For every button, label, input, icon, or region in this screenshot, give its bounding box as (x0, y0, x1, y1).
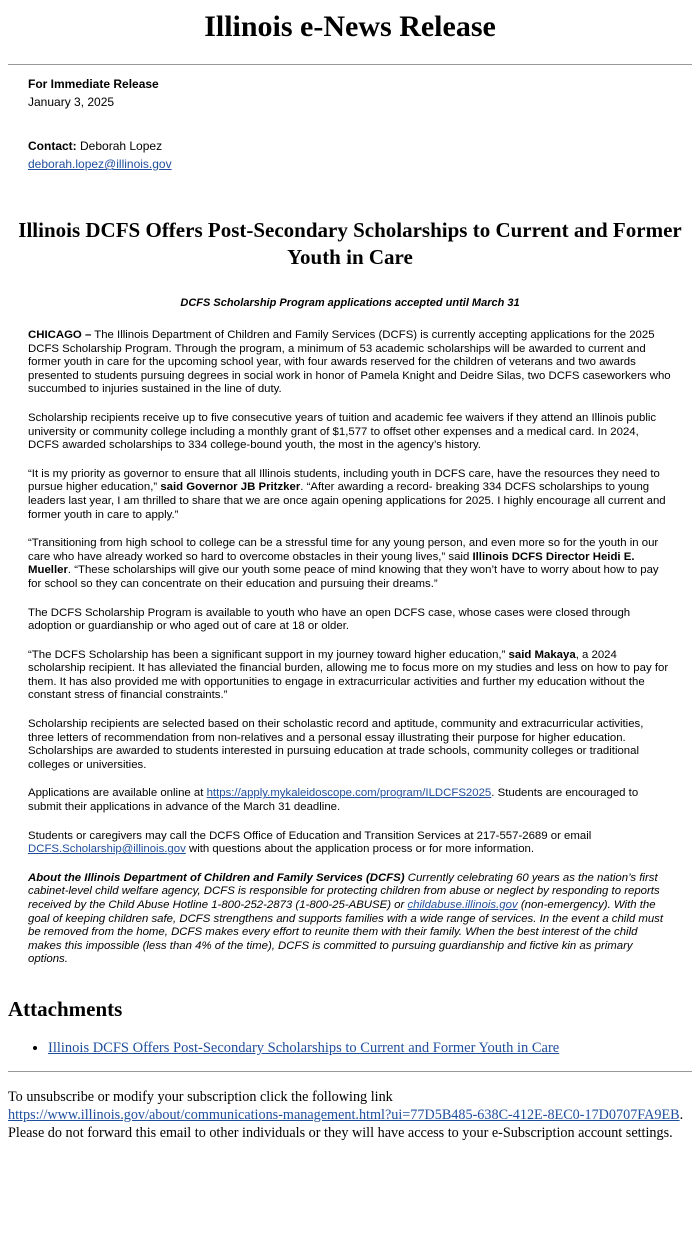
application-link[interactable]: https://apply.mykaleidoscope.com/program/ILDCFS2025 (206, 787, 492, 800)
paragraph-recipient-quote (28, 649, 672, 703)
release-meta (0, 65, 700, 173)
paragraph-intro-text: The Illinois Department of Children and Family Services (DCFS) is currently accepting applications for the 2025 DCFS Scholarship Program. Through the program, a minimum of 53 academic scholarships will be awarded to current and former youth in care for the upcoming school year, with four awards reserved for the children of veterans and two awards presented to students pursuing degrees in social work in honor of Pamela Knight and Deidre Silas, two DCFS caseworkers who succumbed to injuries sustained in the line of duty. (28, 329, 671, 396)
about-text: Currently celebrating 60 years as the nation’s first cabinet-level child welfare agency, DCFS is responsible for protecting children from abuse or neglect by responding to reports received by the Child Abuse Hotline 1-800-252-2873 (1-800-25-ABUSE) or (28, 871, 660, 911)
paragraph-about (28, 872, 672, 967)
paragraph-benefits: Scholarship recipients receive up to five consecutive years of tuition and academic fee waivers if they attend an Illinois public university or community college including a monthly grant of $1,577 to offset other expenses and a medical card. In 2024, DCFS awarded scholarships to 334 college-bound youth, the most in the agency’s history. (28, 411, 657, 452)
paragraph-governor-quote (28, 468, 672, 522)
childabuse-link[interactable]: childabuse.illinois.gov (407, 899, 518, 911)
quote-attribution: said Governor JB Pritzker (157, 481, 301, 494)
article-body (0, 329, 700, 967)
attachments-heading: Attachments (8, 996, 123, 1021)
contact-email-link[interactable]: deborah.lopez@illinois.gov (28, 157, 172, 171)
contact-text: with questions about the application process or for more information. (185, 843, 535, 856)
contact-name: Deborah Lopez (76, 139, 163, 153)
dateline: CHICAGO – (28, 329, 92, 341)
release-date: January 3, 2025 (28, 95, 115, 109)
paragraph-eligibility: The DCFS Scholarship Program is available to youth who have an open DCFS case, whose cases were closed through adoption or guardianship or who aged out of care at 18 or older. (28, 606, 631, 633)
paragraph-director-quote (28, 537, 672, 591)
quote-attribution: Illinois DCFS Director Heidi E. Mueller (28, 550, 635, 577)
quote-text: “It is my priority as governor to ensure that all Illinois students, including youth in DCFS care, have the resources they need to pursue higher education,” (28, 467, 660, 494)
quote-text: “Transitioning from high school to college can be a stressful time for any young person, and even more so for the youth in our care who have already worked so hard to overcome obstacles in their young lives,” said (28, 537, 659, 563)
contact-label: Contact: (28, 139, 77, 153)
footer (0, 1072, 700, 1142)
attachment-item (48, 1040, 700, 1057)
quote-attribution: said Makaya (505, 648, 576, 661)
unsubscribe-link[interactable]: https://www.illinois.gov/about/communications-management.html?ui=77D5B485-638C-412E-8EC0-17D0707FA9EB (8, 1106, 680, 1123)
quote-text: . “After awarding a record- breaking 334 DCFS scholarships to young leaders last year, I am thrilled to share that we are once again opening applications for 2025. I highly encourage all current and former youth in care to apply.” (28, 481, 666, 521)
contact-text: Students or caregivers may call the DCFS Office of Education and Transition Services at 217-557-2689 or email (28, 829, 592, 842)
contact-line (28, 137, 700, 155)
applications-text: . Students are encouraged to submit their applications in advance of the March 31 deadline. (28, 787, 639, 814)
quote-text: , a 2024 scholarship recipient. It has alleviated the financial burden, allowing me to focus more on my studies and less on how to pay for them. It has also provided me with opportunities to engage in extracurricular activities and further my education without the constant stress of financial constraints.” (28, 648, 669, 702)
paragraph-applications (28, 787, 672, 814)
masthead-title: Illinois e-News Release (204, 10, 496, 43)
quote-text: “The DCFS Scholarship has been a significant support in my journey toward higher education,” (28, 648, 506, 661)
about-title: About the Illinois Department of Children and Family Services (DCFS) (28, 871, 405, 884)
paragraph-contact (28, 830, 672, 857)
paragraph-intro (28, 329, 672, 397)
release-label: For Immediate Release (28, 77, 159, 91)
attachments-list (0, 1040, 700, 1057)
subhead: DCFS Scholarship Program applications accepted until March 31 (180, 297, 520, 309)
paragraph-selection: Scholarship recipients are selected based on their scholastic record and aptitude, community and extracurricular activities, three letters of recommendation from non-relatives and a personal essay illustrating their purpose for higher education. Scholarships are awarded to students interested in pursuing education at trade schools, community colleges or traditional colleges or universities. (28, 718, 644, 771)
meta-spacer (28, 111, 700, 137)
about-text: (non-emergency). With the goal of keeping children safe, DCFS strengthens and supports families with a wide range of services. In the event a child must be removed from the home, DCFS makes every effort to reunite them with their family. When the best interest of the child makes this impossible (less than 4% of the time), DCFS is committed to pursuing guardianship and fictive kin as primary options. (28, 899, 664, 966)
scholarship-email-link[interactable]: DCFS.Scholarship@illinois.gov (28, 843, 186, 856)
footer-text: . Please do not forward this email to other individuals or they will have access to your e-Subscription account settings. (8, 1106, 684, 1141)
headline: Illinois DCFS Offers Post-Secondary Scholarships to Current and Former Youth in Care (18, 218, 682, 269)
quote-text: . “These scholarships will give our youth some peace of mind knowing that they won’t have to worry about how to pay for school so they can concentrate on their education and pursuing their dreams.” (28, 564, 659, 590)
footer-text: To unsubscribe or modify your subscription click the following link (8, 1088, 393, 1105)
applications-text: Applications are available online at (28, 787, 207, 800)
attachment-link[interactable]: Illinois DCFS Offers Post-Secondary Scholarships to Current and Former Youth in Care (48, 1039, 560, 1056)
